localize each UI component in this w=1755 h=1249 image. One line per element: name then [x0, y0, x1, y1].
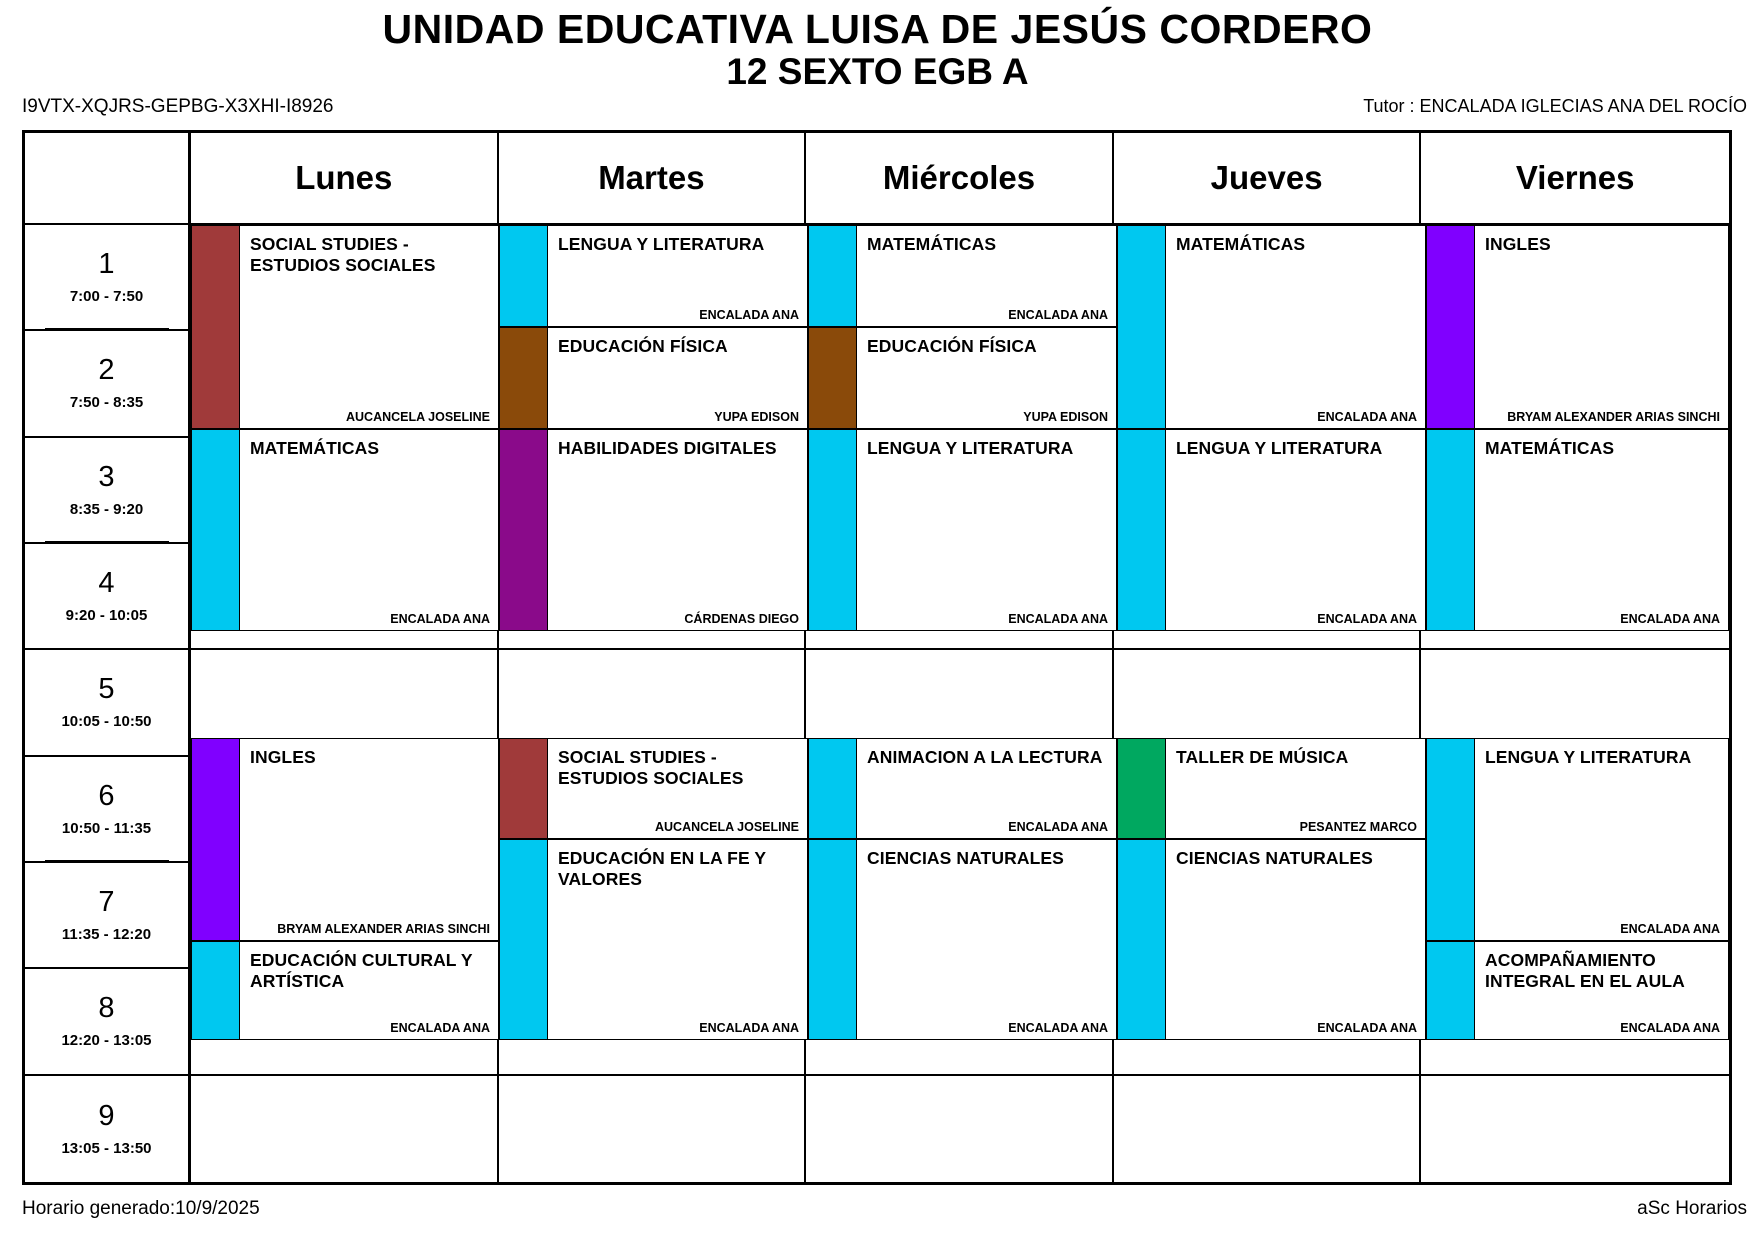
lesson-body [548, 328, 807, 428]
lesson-teacher: ENCALADA ANA [390, 1021, 490, 1035]
lesson-card[interactable] [1117, 839, 1426, 1040]
lesson-teacher: ENCALADA ANA [1317, 1021, 1417, 1035]
period-number: 7 [98, 886, 115, 919]
lesson-card[interactable] [499, 225, 808, 327]
class-title: 12 SEXTO EGB A [726, 51, 1029, 93]
lesson-teacher: ENCALADA ANA [1008, 820, 1108, 834]
slot-jueves-9 [1114, 1076, 1422, 1182]
lesson-subject: LENGUA Y LITERATURA [1176, 438, 1383, 458]
period-row-6 [25, 757, 191, 863]
period-divider [45, 541, 169, 543]
subject-color-stripe [1118, 226, 1166, 428]
period-row-8 [25, 969, 191, 1075]
period-row-4 [25, 544, 191, 650]
subject-color-stripe [192, 226, 240, 428]
period-row-5 [25, 650, 191, 756]
lesson-card[interactable] [1117, 738, 1426, 839]
lesson-card[interactable] [1426, 225, 1729, 429]
lesson-body [548, 739, 807, 838]
subject-color-stripe [809, 328, 857, 428]
lesson-teacher: AUCANCELA JOSELINE [346, 410, 490, 424]
lesson-subject: SOCIAL STUDIES - ESTUDIOS SOCIALES [250, 234, 436, 275]
subject-color-stripe [809, 430, 857, 630]
day-header-viernes: Viernes [1421, 133, 1729, 225]
tutor-label: Tutor : ENCALADA IGLECIAS ANA DEL ROCÍO [1363, 95, 1747, 116]
lesson-body [240, 739, 498, 940]
lesson-card[interactable] [191, 941, 499, 1040]
lesson-subject: SOCIAL STUDIES - ESTUDIOS SOCIALES [558, 747, 744, 788]
period-time: 8:35 - 9:20 [69, 500, 144, 518]
lesson-body [1475, 942, 1728, 1039]
period-time: 13:05 - 13:50 [61, 1139, 152, 1157]
period-number: 6 [98, 779, 115, 812]
lesson-teacher: AUCANCELA JOSELINE [655, 820, 799, 834]
lesson-subject: LENGUA Y LITERATURA [558, 234, 765, 254]
lesson-body [1475, 739, 1728, 940]
period-divider [45, 328, 169, 330]
lesson-body [857, 430, 1116, 630]
lesson-body [857, 739, 1116, 838]
lesson-subject: HABILIDADES DIGITALES [558, 438, 777, 458]
lesson-card[interactable] [191, 429, 499, 631]
subject-color-stripe [1427, 430, 1475, 630]
period-time: 7:00 - 7:50 [69, 288, 144, 306]
period-number: 3 [98, 460, 115, 493]
school-title: UNIDAD EDUCATIVA LUISA DE JESÚS CORDERO [382, 6, 1373, 52]
lesson-card[interactable] [1426, 738, 1729, 941]
lesson-card[interactable] [1117, 429, 1426, 631]
lesson-card[interactable] [1117, 225, 1426, 429]
period-number: 5 [98, 673, 115, 706]
timetable-grid [22, 130, 1732, 1185]
subject-color-stripe [1118, 430, 1166, 630]
lesson-subject: INGLES [1485, 234, 1551, 254]
day-header-martes: Martes [499, 133, 807, 225]
lesson-teacher: YUPA EDISON [714, 410, 799, 424]
lesson-card[interactable] [499, 327, 808, 429]
generated-date: Horario generado:10/9/2025 [22, 1198, 260, 1219]
lesson-body [1475, 226, 1728, 428]
lesson-card[interactable] [808, 429, 1117, 631]
lesson-subject: MATEMÁTICAS [250, 438, 380, 458]
lesson-card[interactable] [191, 225, 499, 429]
period-row-2 [25, 331, 191, 437]
lesson-body [1475, 430, 1728, 630]
subject-color-stripe [192, 739, 240, 940]
period-row-7 [25, 863, 191, 969]
corner-cell [25, 133, 191, 225]
lesson-body [240, 942, 498, 1039]
subject-color-stripe [192, 942, 240, 1039]
subject-color-stripe [1427, 942, 1475, 1039]
lesson-subject: EDUCACIÓN EN LA FE Y VALORES [558, 848, 766, 889]
subject-color-stripe [809, 840, 857, 1039]
lesson-teacher: ENCALADA ANA [1008, 612, 1108, 626]
lesson-body [857, 226, 1116, 326]
lesson-subject: LENGUA Y LITERATURA [1485, 747, 1692, 767]
lesson-body [1166, 430, 1425, 630]
lesson-card[interactable] [808, 738, 1117, 839]
day-header-lunes: Lunes [191, 133, 499, 225]
lesson-card[interactable] [808, 327, 1117, 429]
lesson-subject: INGLES [250, 747, 316, 767]
lesson-subject: LENGUA Y LITERATURA [867, 438, 1074, 458]
lesson-teacher: BRYAM ALEXANDER ARIAS SINCHI [277, 922, 490, 936]
lesson-body [1166, 739, 1425, 838]
period-time: 10:50 - 11:35 [61, 819, 152, 837]
period-number: 9 [98, 1099, 115, 1132]
lesson-subject: TALLER DE MÚSICA [1176, 747, 1349, 767]
period-row-9 [25, 1076, 191, 1182]
day-header-jueves: Jueves [1114, 133, 1422, 225]
lesson-body [548, 840, 807, 1039]
lesson-body [240, 430, 498, 630]
lesson-teacher: ENCALADA ANA [699, 1021, 799, 1035]
period-number: 4 [98, 567, 115, 600]
lesson-subject: CIENCIAS NATURALES [1176, 848, 1373, 868]
period-number: 8 [98, 992, 115, 1025]
header-meta-row [0, 96, 1755, 122]
slot-lunes-9 [191, 1076, 499, 1182]
timetable-page [0, 8, 1755, 1249]
lesson-subject: EDUCACIÓN CULTURAL Y ARTÍSTICA [250, 950, 473, 991]
slot-miercoles-9 [806, 1076, 1114, 1182]
lesson-card[interactable] [1426, 429, 1729, 631]
lesson-subject: MATEMÁTICAS [1485, 438, 1615, 458]
lesson-card[interactable] [499, 738, 808, 839]
lesson-teacher: ENCALADA ANA [699, 308, 799, 322]
lesson-teacher: PESANTEZ MARCO [1299, 820, 1417, 834]
lesson-teacher: ENCALADA ANA [1008, 308, 1108, 322]
period-divider [45, 860, 169, 862]
subject-color-stripe [192, 430, 240, 630]
timetable-code: I9VTX-XQJRS-GEPBG-X3XHI-I8926 [22, 95, 334, 117]
lesson-teacher: ENCALADA ANA [1620, 1021, 1720, 1035]
subject-color-stripe [500, 430, 548, 630]
lesson-subject: ACOMPAÑAMIENTO INTEGRAL EN EL AULA [1485, 950, 1685, 991]
period-row-1 [25, 225, 191, 331]
period-time: 7:50 - 8:35 [69, 394, 144, 412]
subject-color-stripe [809, 226, 857, 326]
lesson-subject: MATEMÁTICAS [1176, 234, 1306, 254]
lesson-subject: CIENCIAS NATURALES [867, 848, 1064, 868]
software-credit: aSc Horarios [1637, 1198, 1747, 1219]
lesson-teacher: ENCALADA ANA [1317, 410, 1417, 424]
lesson-body [1166, 226, 1425, 428]
lesson-card[interactable] [808, 839, 1117, 1040]
lesson-body [1166, 840, 1425, 1039]
period-time: 11:35 - 12:20 [61, 926, 152, 944]
subject-color-stripe [1427, 739, 1475, 940]
subject-color-stripe [809, 739, 857, 838]
lesson-teacher: CÁRDENAS DIEGO [684, 612, 799, 626]
slot-viernes-9 [1421, 1076, 1729, 1182]
period-row-3 [25, 438, 191, 544]
lesson-teacher: ENCALADA ANA [1008, 1021, 1108, 1035]
lesson-body [548, 226, 807, 326]
lesson-card[interactable] [499, 839, 808, 1040]
lesson-body [857, 328, 1116, 428]
lesson-card[interactable] [1426, 941, 1729, 1040]
lesson-body [857, 840, 1116, 1039]
period-time: 9:20 - 10:05 [65, 607, 148, 625]
lesson-subject: ANIMACION A LA LECTURA [867, 747, 1103, 767]
lesson-card[interactable] [191, 738, 499, 941]
lesson-body [548, 430, 807, 630]
subject-color-stripe [1118, 840, 1166, 1039]
period-time: 12:20 - 13:05 [61, 1032, 152, 1050]
period-number: 2 [98, 354, 115, 387]
lesson-card[interactable] [808, 225, 1117, 327]
lesson-subject: EDUCACIÓN FÍSICA [558, 336, 728, 356]
slot-martes-9 [499, 1076, 807, 1182]
subject-color-stripe [1118, 739, 1166, 838]
lesson-teacher: ENCALADA ANA [1620, 922, 1720, 936]
lesson-subject: MATEMÁTICAS [867, 234, 997, 254]
lesson-teacher: ENCALADA ANA [390, 612, 490, 626]
day-header-miercoles: Miércoles [806, 133, 1114, 225]
subject-color-stripe [500, 739, 548, 838]
period-time: 10:05 - 10:50 [61, 713, 152, 731]
lesson-card[interactable] [499, 429, 808, 631]
lesson-body [240, 226, 498, 428]
subject-color-stripe [500, 226, 548, 326]
lesson-teacher: ENCALADA ANA [1317, 612, 1417, 626]
subject-color-stripe [500, 328, 548, 428]
lesson-teacher: ENCALADA ANA [1620, 612, 1720, 626]
footer [22, 1194, 1747, 1224]
lesson-subject: EDUCACIÓN FÍSICA [867, 336, 1037, 356]
lesson-teacher: BRYAM ALEXANDER ARIAS SINCHI [1507, 410, 1720, 424]
subject-color-stripe [1427, 226, 1475, 428]
period-number: 1 [98, 248, 115, 281]
lesson-teacher: YUPA EDISON [1023, 410, 1108, 424]
subject-color-stripe [500, 840, 548, 1039]
